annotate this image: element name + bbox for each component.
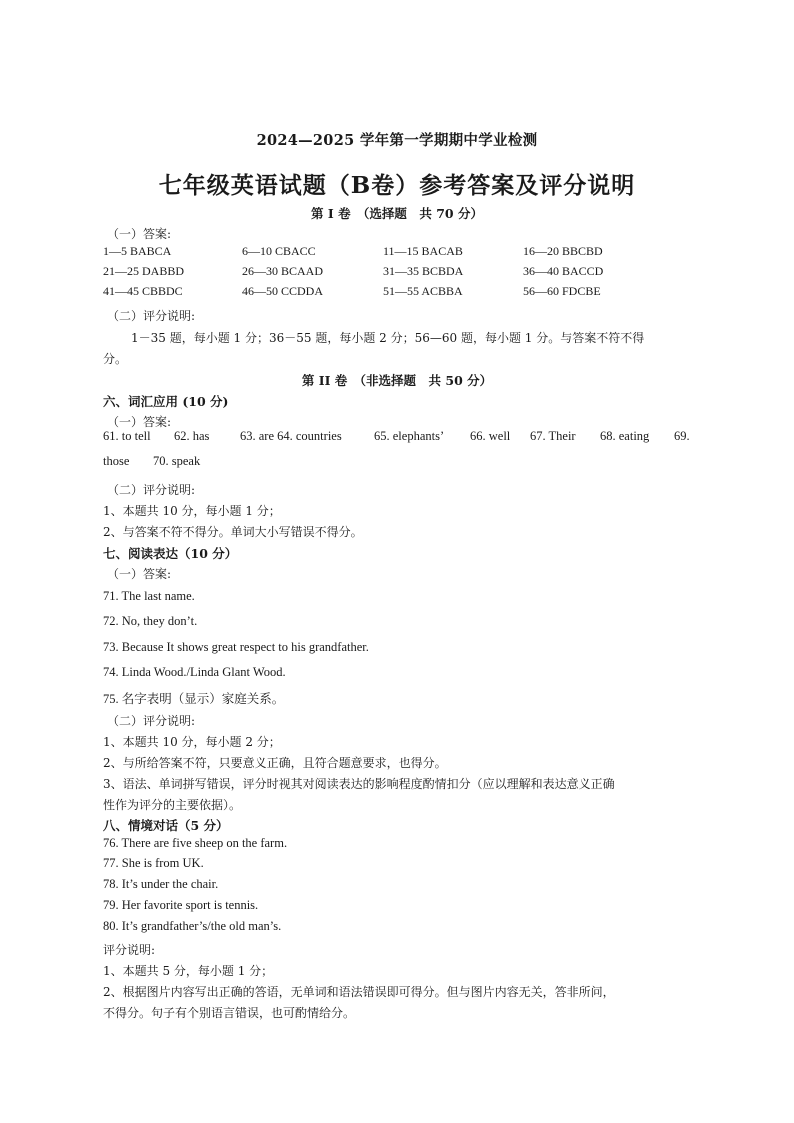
answer-group: 16—20 BBCBD: [523, 244, 603, 258]
part7-title: 七、阅读表达（10 分）: [103, 546, 238, 561]
part7-answers-label: （一）答案:: [107, 567, 172, 581]
answer-group: 51—55 ACBBA: [383, 284, 463, 298]
part6-answer: 66. well: [470, 429, 511, 443]
part8-scoring-item: 1、本题共 5 分，每小题 1 分；: [103, 964, 274, 978]
part8-answer: 77. She is from UK.: [103, 856, 204, 870]
answer-group: 1—5 BABCA: [103, 244, 172, 258]
section1-answers-label: （一）答案:: [107, 227, 172, 241]
part6-answer: 63. are 64. countries: [240, 429, 342, 443]
part6-scoring-item: 1、本题共 10 分，每小题 1 分；: [103, 504, 281, 518]
section1-scoring-text: 1－35 题，每小题 1 分；36－55 题，每小题 2 分；56—60 题，每小题 1 分。与答案不符不得: [131, 331, 645, 345]
part6-answer: those: [103, 454, 130, 468]
answer-group: 46—50 CCDDA: [242, 284, 324, 298]
part7-scoring-item: 性作为评分的主要依据）。: [103, 798, 242, 812]
part8-answer: 76. There are five sheep on the farm.: [103, 836, 288, 850]
part8-title: 八、情境对话（5 分）: [103, 818, 229, 833]
answer-group: 31—35 BCBDA: [383, 264, 464, 278]
part7-scoring-item: 3、语法、单词拼写错误，评分时视其对阅读表达的影响程度酌情扣分（应以理解和表达意义正确: [103, 777, 615, 791]
section2-title: 第 II 卷 （非选择题 共 50 分）: [301, 373, 493, 388]
part6-answer: 62. has: [174, 429, 210, 443]
document-title: 七年级英语试题（B卷）参考答案及评分说明: [158, 172, 636, 199]
part6-answers-label: （一）答案:: [107, 415, 172, 429]
part7-answer: 72. No, they don’t.: [103, 614, 198, 628]
part7-answer: 73. Because It shows great respect to his grandfather.: [103, 640, 369, 654]
part6-answer: 70. speak: [153, 454, 201, 468]
section1-scoring-label: （二）评分说明:: [107, 309, 196, 323]
part6-answer: 68. eating: [600, 429, 650, 443]
part7-answer: 71. The last name.: [103, 589, 195, 603]
part7-scoring-item: 1、本题共 10 分，每小题 2 分；: [103, 735, 281, 749]
answer-group: 21—25 DABBD: [103, 264, 185, 278]
part7-answer: 75. 名字表明（显示）家庭关系。: [103, 692, 285, 706]
part7-scoring-label: （二）评分说明:: [107, 714, 196, 728]
part6-answer: 67. Their: [530, 429, 576, 443]
answer-group: 11—15 BACAB: [383, 244, 463, 258]
part6-scoring-label: （二）评分说明:: [107, 483, 196, 497]
part8-scoring-label: 评分说明:: [103, 943, 156, 957]
exam-title: 2024—2025 学年第一学期期中学业检测: [256, 132, 538, 149]
section1-title: 第 I 卷 （选择题 共 70 分）: [311, 206, 483, 221]
part6-title: 六、词汇应用 (10 分): [103, 394, 229, 409]
part6-answer: 69.: [674, 429, 690, 443]
answer-group: 36—40 BACCD: [523, 264, 604, 278]
part8-scoring-item: 不得分。句子有个别语言错误，也可酌情给分。: [103, 1006, 356, 1020]
part8-scoring-item: 2、根据图片内容写出正确的答语，无单词和语法错误即可得分。但与图片内容无关，答非所问，: [103, 985, 615, 999]
part7-answer: 74. Linda Wood./Linda Glant Wood.: [103, 665, 286, 679]
part6-answer: 65. elephants’: [374, 429, 445, 443]
answer-group: 56—60 FDCBE: [523, 284, 601, 298]
part7-scoring-item: 2、与所给答案不符，只要意义正确，且符合题意要求，也得分。: [103, 756, 447, 770]
section1-scoring-text-cont: 分。: [103, 352, 128, 366]
part6-scoring-item: 2、与答案不符不得分。单词大小写错误不得分。: [103, 525, 363, 539]
part8-answer: 80. It’s grandfather’s/the old man’s.: [103, 919, 282, 933]
part6-answer: 61. to tell: [103, 429, 151, 443]
answer-group: 6—10 CBACC: [242, 244, 316, 258]
answer-group: 41—45 CBBDC: [103, 284, 183, 298]
part8-answer: 79. Her favorite sport is tennis.: [103, 898, 259, 912]
answer-group: 26—30 BCAAD: [242, 264, 324, 278]
part8-answer: 78. It’s under the chair.: [103, 877, 219, 891]
